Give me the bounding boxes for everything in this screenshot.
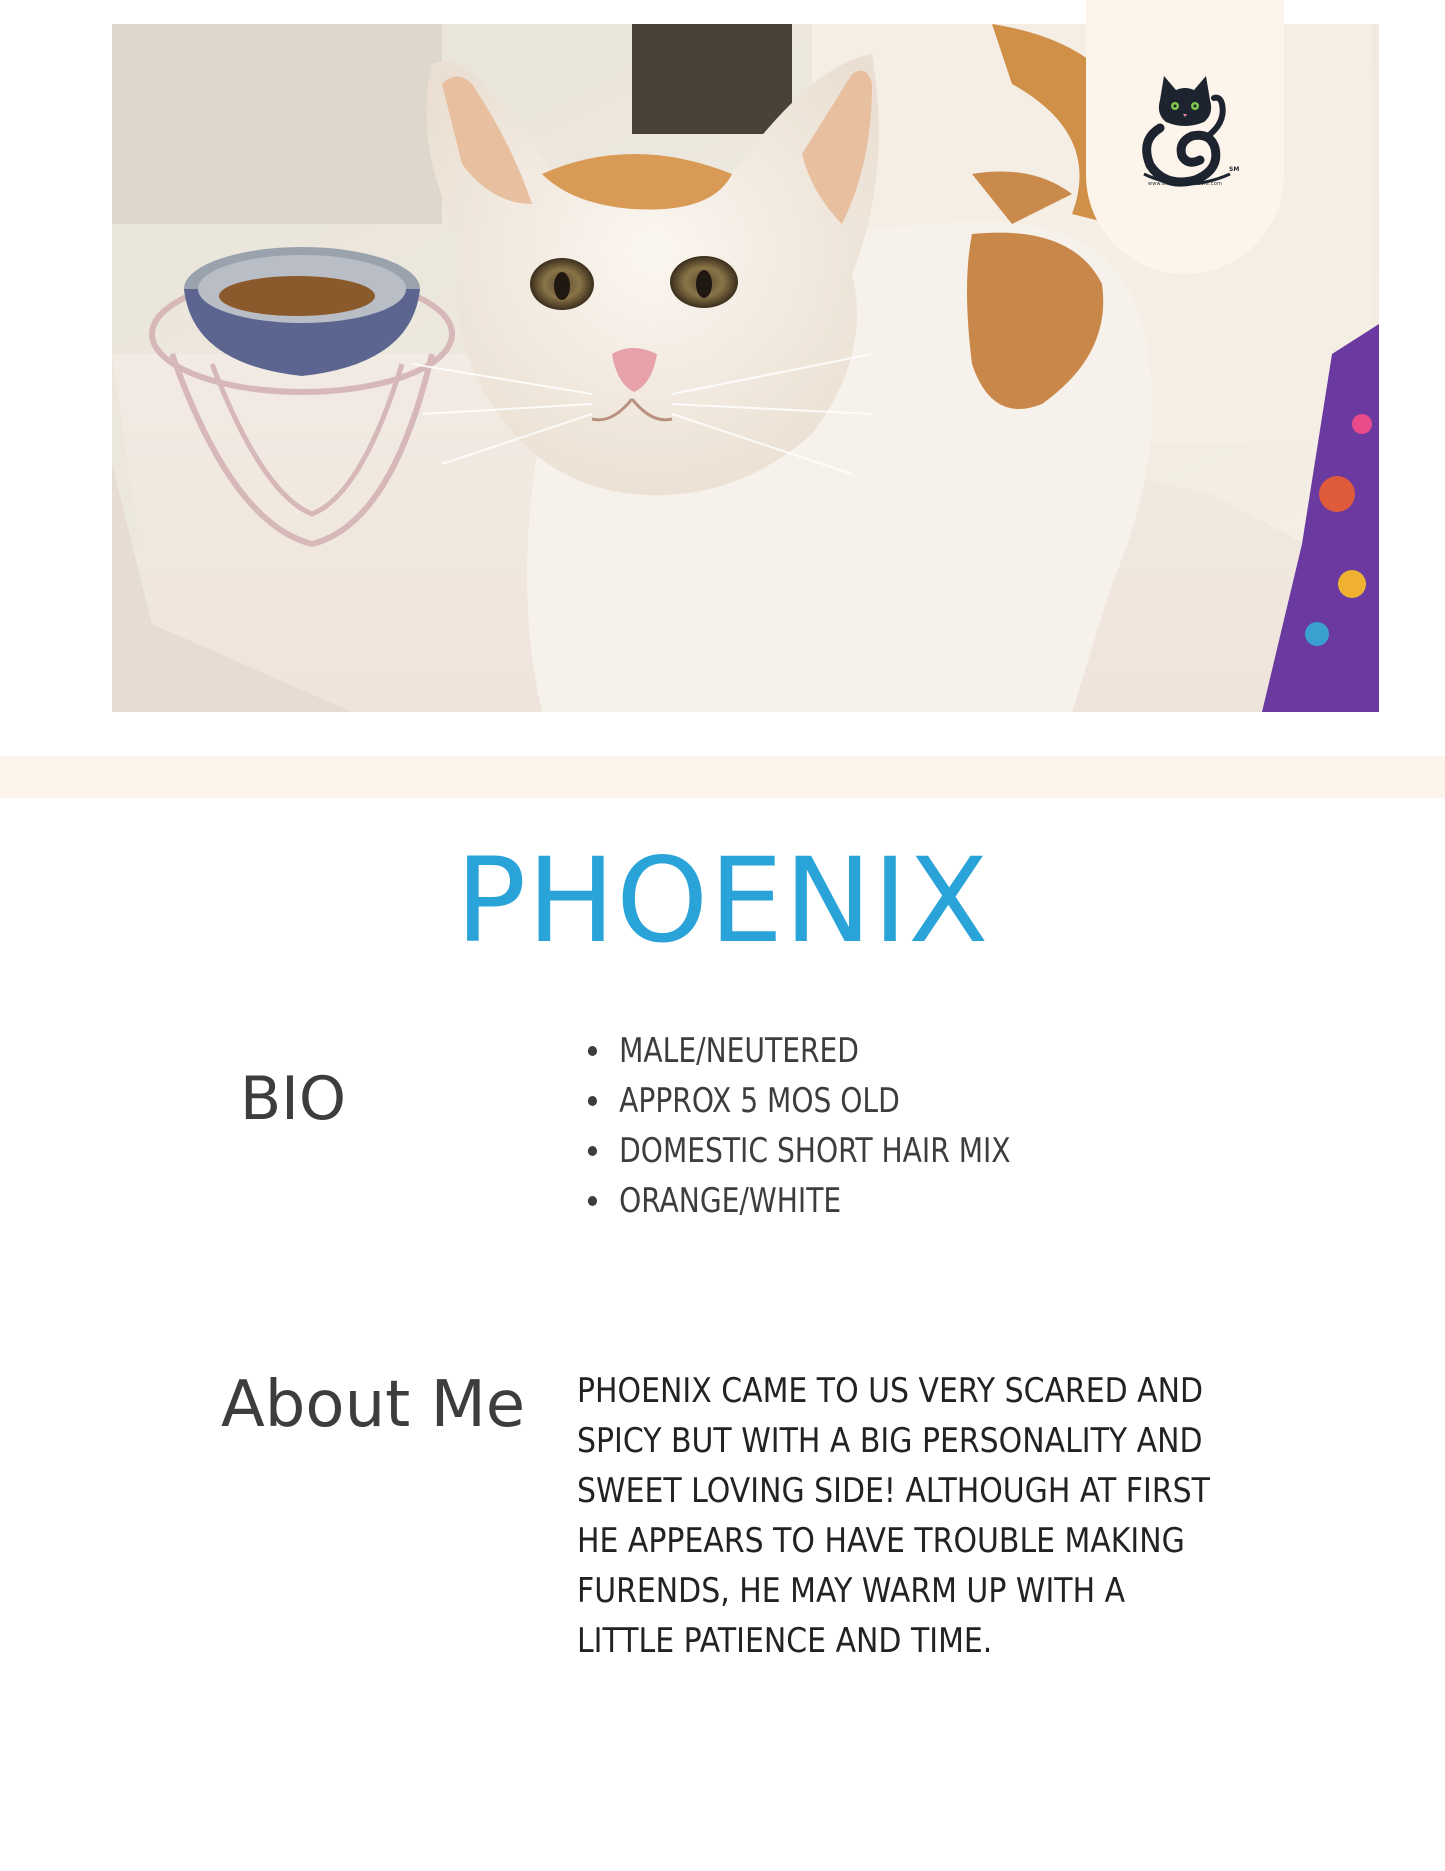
about-line: HE APPEARS TO HAVE TROUBLE MAKING <box>577 1521 1185 1561</box>
divider-band <box>0 756 1445 798</box>
bio-heading: BIO <box>240 1064 347 1134</box>
service-mark: SM <box>1229 166 1240 173</box>
bio-list <box>586 1026 1047 1226</box>
bio-item: MALE/NEUTERED <box>586 1026 1011 1076</box>
logo-tab <box>1086 0 1284 274</box>
bio-item: ORANGE/WHITE <box>586 1176 1011 1226</box>
about-text <box>577 1366 1337 1666</box>
logo-url: www.entangledcatcafe.com <box>1147 181 1223 187</box>
about-line: LITTLE PATIENCE AND TIME. <box>577 1621 993 1661</box>
about-line: FURENDS, HE MAY WARM UP WITH A <box>577 1571 1126 1611</box>
cat-cafe-logo-icon <box>1130 70 1240 195</box>
bio-item: APPROX 5 MOS OLD <box>586 1076 1011 1126</box>
about-line: SPICY BUT WITH A BIG PERSONALITY AND <box>577 1421 1203 1461</box>
about-line: SWEET LOVING SIDE! ALTHOUGH AT FIRST <box>577 1471 1210 1511</box>
about-line: PHOENIX CAME TO US VERY SCARED AND <box>577 1371 1204 1411</box>
cat-name: PHOENIX <box>455 832 990 969</box>
bio-item: DOMESTIC SHORT HAIR MIX <box>586 1126 1011 1176</box>
about-heading: About Me <box>221 1368 526 1442</box>
